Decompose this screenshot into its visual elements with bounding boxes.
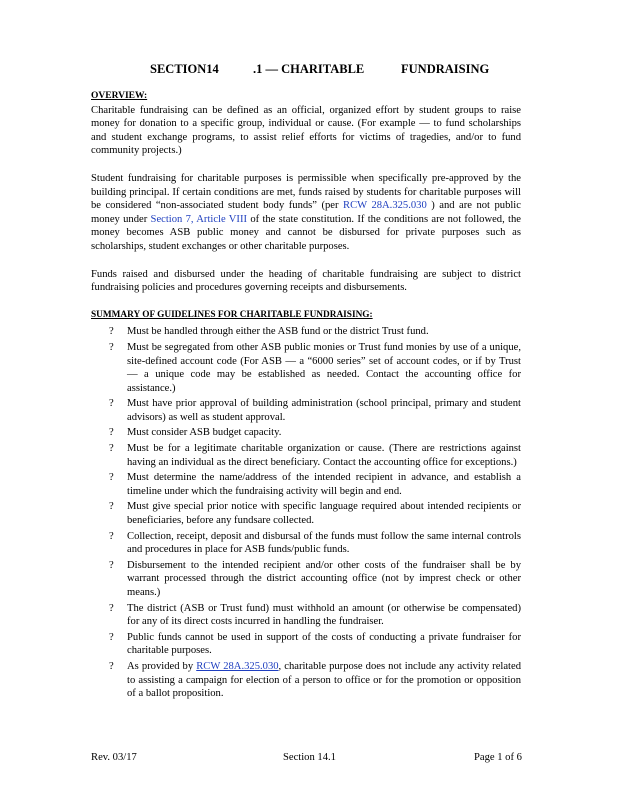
bullet-glyph: ? (109, 559, 114, 571)
list-item: ? Must be handled through either the ASB fund or the district Trust fund. (109, 326, 429, 338)
overview-heading: OVERVIEW: (91, 91, 148, 101)
overview-paragraph-3: Funds raised and disbursed under the heading of charitable fundraising are subject to district fundraising policies and procedures governing receipts and disbursements. (91, 268, 521, 294)
bullet-glyph: ? (109, 631, 114, 643)
overview-paragraph-1: Charitable fundraising can be defined as an official, organized effort by student groups to raise money for donation to a specific group, individual or cause. (For example — to fund scholarships and student exchange programs, to assist relief efforts for victims of tragedies, and/or to fund community projects.) (91, 104, 521, 157)
rcw-link-2[interactable]: RCW 28A.325.030 (196, 660, 279, 672)
para2-text-b: ) and are not public money under (91, 200, 521, 225)
document-body (91, 90, 521, 703)
list-item: ? The district (ASB or Trust fund) must withhold an amount (or otherwise be compensated) for any of its direct costs incurred in handling the fundraiser. (109, 602, 521, 628)
list-item: ? Public funds cannot be used in support of the costs of conducting a private fundraiser for charitable purposes. (109, 631, 521, 657)
bullet-glyph: ? (109, 602, 114, 614)
bullet-glyph: ? (109, 443, 114, 455)
overview-paragraph-2 (91, 172, 521, 254)
list-item: ? Disbursement to the intended recipient and/or other costs of the fundraiser shall be by warrant processed through the district accounting office (not by imprest check or other means.) (109, 559, 521, 598)
list-item: ? Must be segregated from other ASB public monies or Trust fund monies by use of a unique, site-defined account code (For ASB — a “6000 series” set of account codes, or if by Trust — a unique code may be established as needed. Contact the accounting office for assistance.) (109, 341, 521, 394)
bullet-glyph: ? (109, 472, 114, 484)
constitution-link[interactable]: Section 7, Article VIII (150, 213, 248, 225)
footer-revision: Rev. 03/17 (91, 752, 137, 763)
para2-text-c: of the state constitution. If the conditions are not followed, the money becomes ASB public money and cannot be disbursed for private purposes such as scholarships, student exchanges or other charitable purposes. (91, 213, 521, 252)
guidelines-list (91, 325, 521, 700)
bullet-glyph: ? (109, 530, 114, 542)
bullet-glyph: ? (109, 398, 114, 410)
bullet-glyph: ? (109, 341, 114, 353)
list-item: ? Must have prior approval of building administration (school principal, primary and student advisors) as well as student approval. (109, 398, 521, 423)
title-section: SECTION14 (150, 62, 219, 76)
bullet-glyph: ? (109, 660, 114, 672)
list-item: ? Must give special prior notice with specific language required about intended recipients or beneficiaries, before any fundsare collected. (109, 501, 521, 527)
list-item: ? Must consider ASB budget capacity. (109, 427, 282, 439)
list-item: ? As provided by RCW 28A.325.030, charitable purpose does not include any activity related to assisting a campaign for election of a person to office or for the promotion or opposition of a ballot proposition. (109, 660, 521, 700)
title-topic: FUNDRAISING (401, 62, 490, 76)
footer-page-number: Page 1 of 6 (474, 752, 522, 763)
para2-text-a: Student fundraising for charitable purposes is permissible when specifically pre-approved by the building principal. If certain conditions are met, funds raised by students for charitable purposes will be considered “non-associated student body funds” (per (91, 172, 521, 212)
list-item: ? Must be for a legitimate charitable organization or cause. (There are restrictions against having an individual as the direct beneficiary. Contact the accounting office for exceptions.) (109, 443, 521, 468)
title-number: .1 — CHARITABLE (253, 62, 365, 76)
rcw-link[interactable]: RCW 28A.325.030 (343, 200, 427, 212)
list-item: ? Collection, receipt, deposit and disbursal of the funds must follow the same internal controls and procedures in place for ASB funds/public funds. (109, 530, 521, 556)
bullet-glyph: ? (109, 501, 114, 513)
footer-section: Section 14.1 (283, 752, 336, 763)
list-item: ? Must determine the name/address of the intended recipient in advance, and establish a timeline under which the fundraising activity will begin and end. (109, 472, 521, 497)
summary-heading: SUMMARY OF GUIDELINES FOR CHARITABLE FUNDRAISING: (91, 309, 373, 320)
bullet-glyph: ? (109, 427, 114, 439)
bullet-glyph: ? (109, 326, 114, 338)
